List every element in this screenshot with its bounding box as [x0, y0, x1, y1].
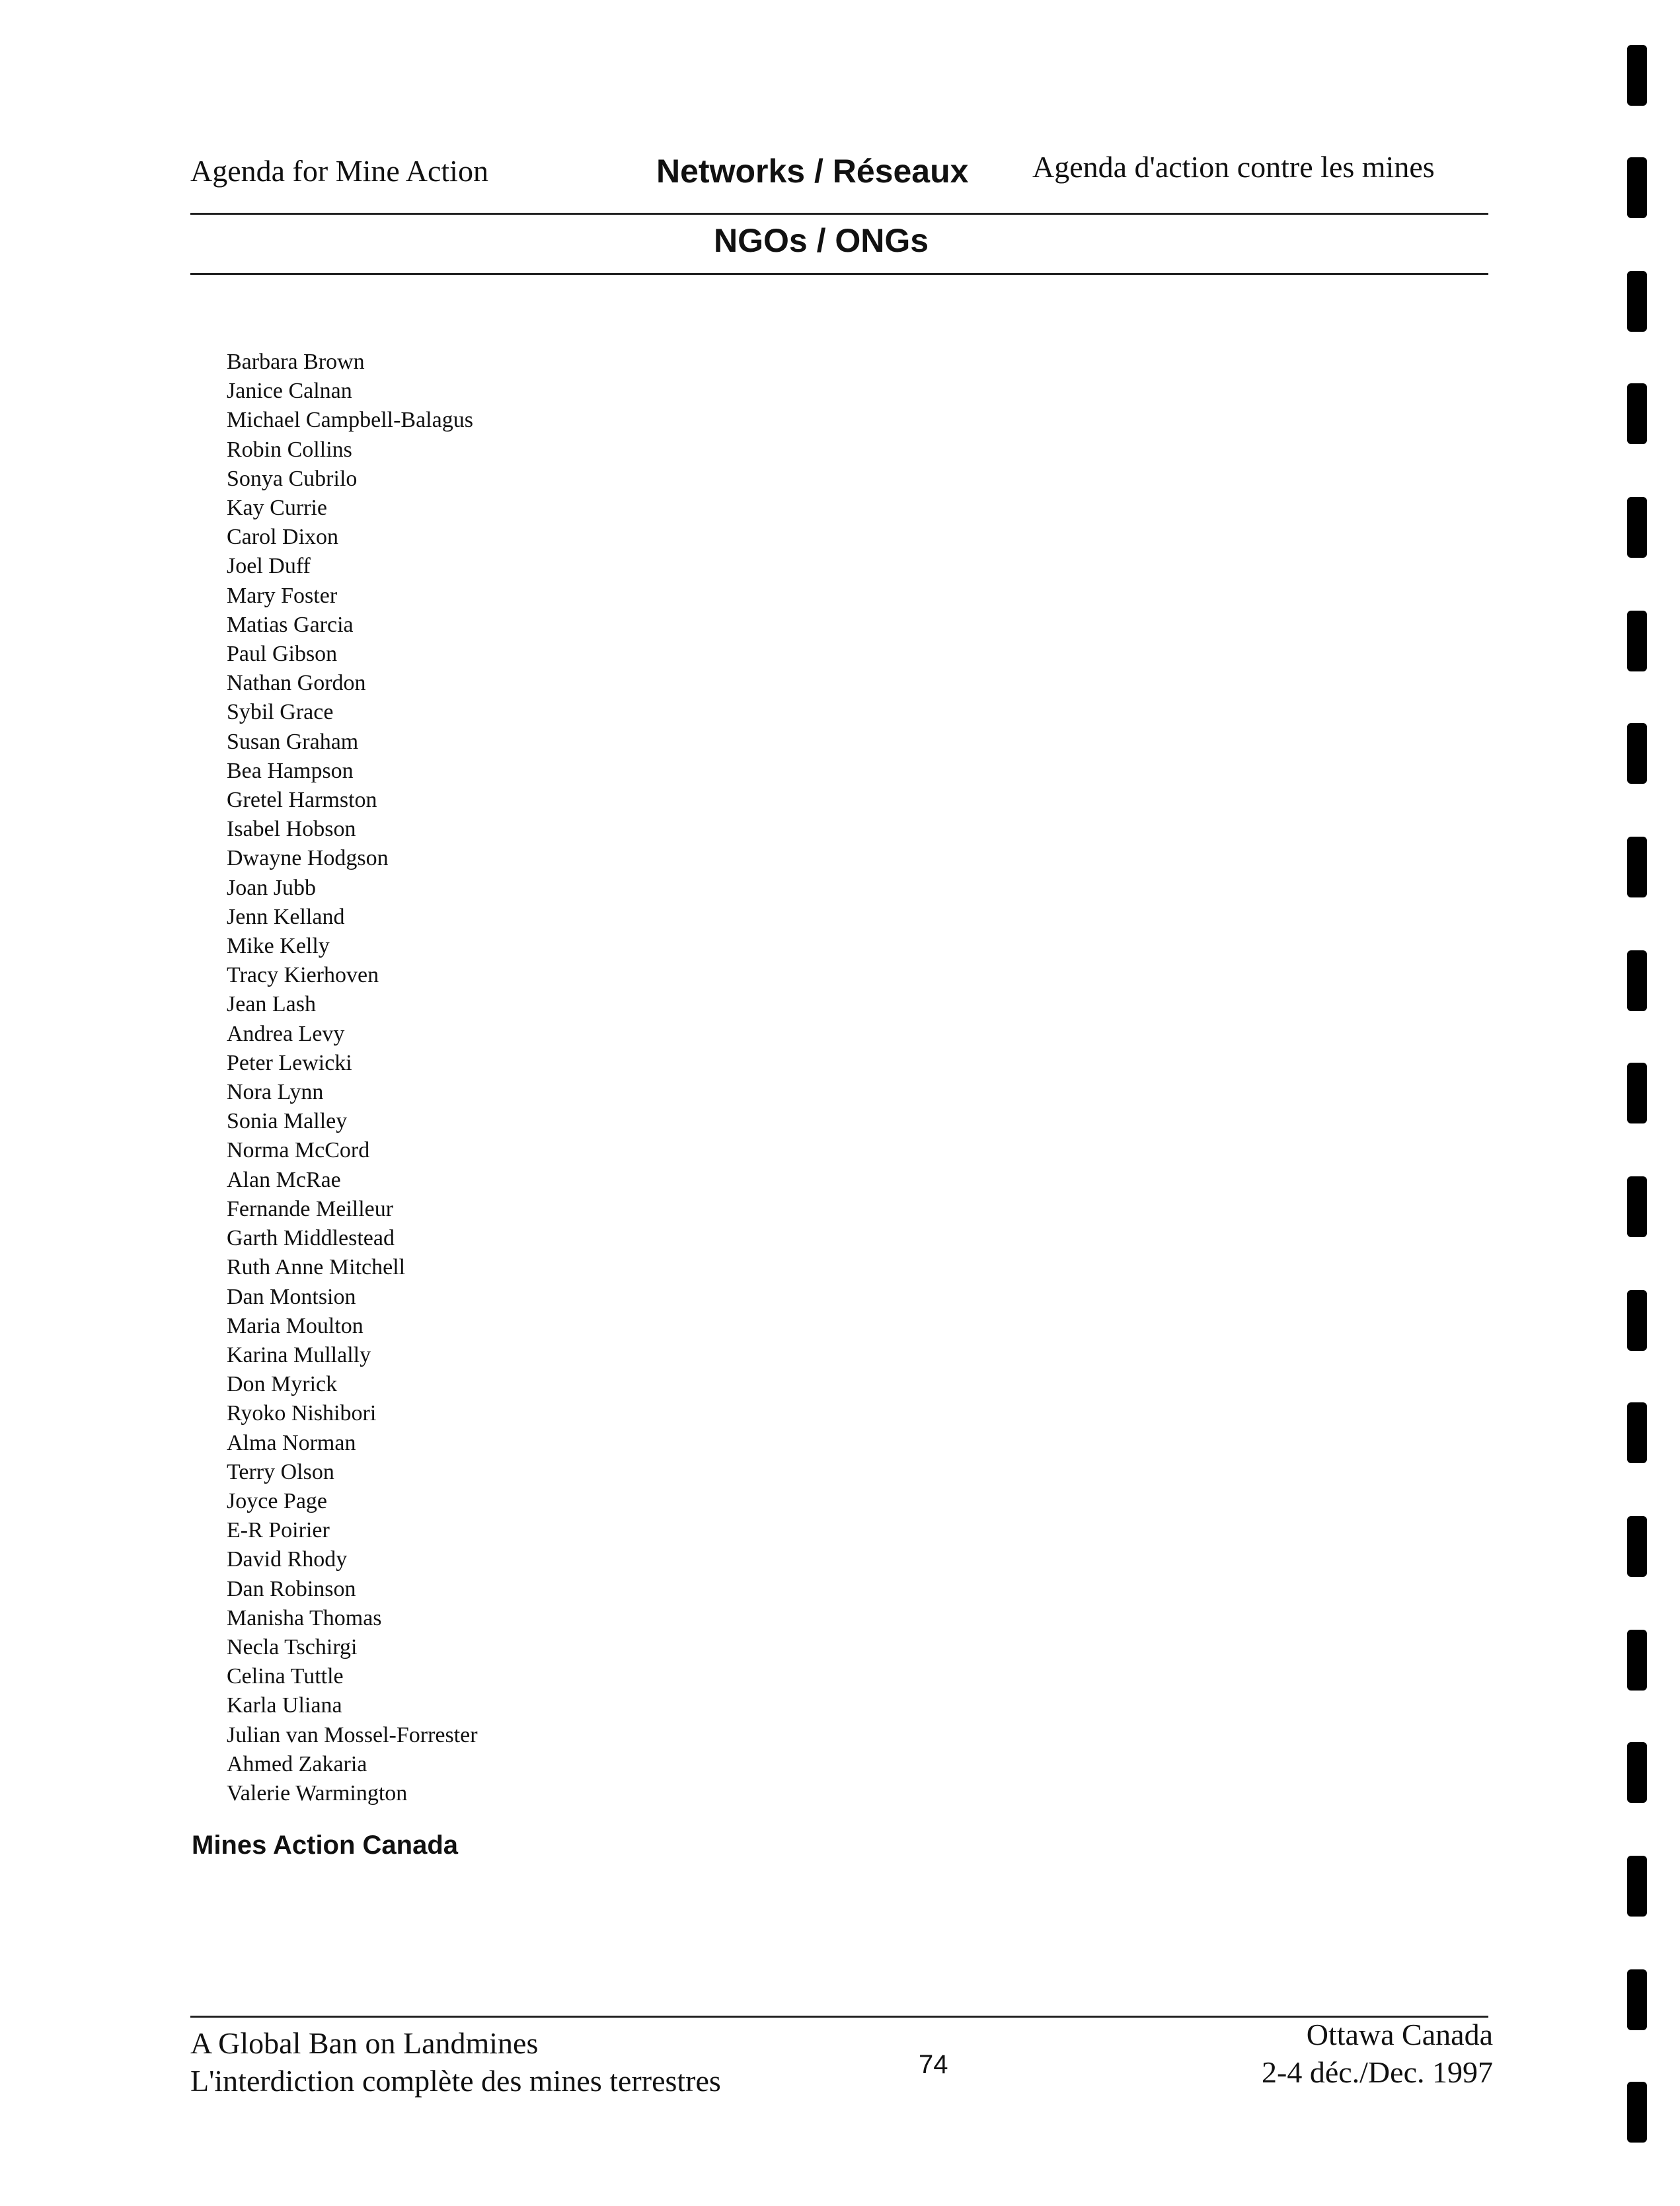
binding-mark [1627, 611, 1647, 671]
name-item: Gretel Harmston [227, 788, 377, 813]
binding-mark [1627, 723, 1647, 784]
binding-mark [1627, 1516, 1647, 1577]
name-item: Don Myrick [227, 1372, 338, 1397]
name-item: Peter Lewicki [227, 1050, 352, 1075]
binding-mark [1627, 1856, 1647, 1917]
name-item: Jean Lash [227, 992, 317, 1017]
name-item: Matias Garcia [227, 612, 354, 637]
name-item: Isabel Hobson [227, 817, 356, 842]
name-item: Ruth Anne Mitchell [227, 1255, 406, 1280]
name-item: Dwayne Hodgson [227, 846, 389, 871]
name-item: Necla Tschirgi [227, 1634, 358, 1659]
binding-mark [1627, 1402, 1647, 1463]
footer-left [190, 2024, 721, 2100]
name-item: Nora Lynn [227, 1080, 324, 1105]
name-item: Dan Montsion [227, 1284, 356, 1309]
binding-mark [1627, 157, 1647, 218]
name-item: Paul Gibson [227, 642, 338, 667]
name-item: Karina Mullally [227, 1342, 371, 1367]
name-item: Barbara Brown [227, 350, 365, 374]
name-item: Robin Collins [227, 437, 352, 462]
binding-mark [1627, 45, 1647, 106]
name-item: Sybil Grace [227, 700, 334, 725]
name-item: Susan Graham [227, 729, 359, 754]
name-item: Ahmed Zakaria [227, 1751, 367, 1776]
name-item: Ryoko Nishibori [227, 1401, 377, 1426]
name-item: E-R Poirier [227, 1518, 330, 1543]
name-item: Michael Campbell-Balagus [227, 408, 473, 433]
names-list [227, 348, 478, 1808]
header-left-title: Agenda for Mine Action [190, 154, 488, 188]
name-item: Sonia Malley [227, 1109, 348, 1134]
binding-mark [1627, 1969, 1647, 2030]
organization-name: Mines Action Canada [192, 1831, 459, 1860]
name-item: Alma Norman [227, 1430, 356, 1455]
name-item: Nathan Gordon [227, 671, 366, 696]
name-item: Maria Moulton [227, 1313, 363, 1338]
binding-mark [1627, 497, 1647, 558]
name-item: Garth Middlestead [227, 1226, 395, 1251]
name-item: Norma McCord [227, 1138, 370, 1163]
binding-mark [1627, 383, 1647, 444]
binding-mark [1627, 271, 1647, 332]
binding-mark [1627, 1063, 1647, 1123]
name-item: Dan Robinson [227, 1576, 356, 1601]
name-item: Manisha Thomas [227, 1605, 382, 1630]
footer-right-line2: 2-4 déc./Dec. 1997 [1262, 2055, 1493, 2089]
header-center-title: Networks / Réseaux [656, 153, 969, 190]
name-item: Carol Dixon [227, 525, 339, 550]
name-item: Fernande Meilleur [227, 1196, 394, 1221]
name-item: Joan Jubb [227, 875, 317, 900]
name-item: Tracy Kierhoven [227, 963, 379, 988]
binding-mark [1627, 1290, 1647, 1351]
name-item: Joyce Page [227, 1488, 328, 1513]
name-item: Jenn Kelland [227, 904, 345, 929]
footer-left-line1: A Global Ban on Landmines [190, 2026, 539, 2060]
name-item: Mike Kelly [227, 934, 330, 959]
footer-right [1262, 2016, 1493, 2091]
header-right-title: Agenda d'action contre les mines [1032, 150, 1435, 184]
binding-mark [1627, 837, 1647, 897]
binding-mark [1627, 1630, 1647, 1691]
binding-mark [1627, 2082, 1647, 2143]
binding-mark [1627, 950, 1647, 1011]
name-item: Bea Hampson [227, 758, 354, 783]
header-rule-top [190, 213, 1488, 215]
page-number: 74 [919, 2050, 948, 2079]
name-item: Karla Uliana [227, 1693, 342, 1718]
section-title: NGOs / ONGs [714, 222, 929, 259]
name-item: Janice Calnan [227, 379, 352, 404]
name-item: Celina Tuttle [227, 1664, 344, 1689]
name-item: Terry Olson [227, 1459, 334, 1484]
name-item: Julian van Mossel-Forrester [227, 1722, 478, 1747]
name-item: Valerie Warmington [227, 1780, 408, 1806]
name-item: Joel Duff [227, 554, 311, 579]
footer-right-line1: Ottawa Canada [1306, 2018, 1493, 2051]
name-item: Kay Currie [227, 496, 328, 521]
name-item: Sonya Cubrilo [227, 466, 358, 491]
name-item: David Rhody [227, 1547, 348, 1572]
footer-left-line2: L'interdiction complète des mines terrestres [190, 2064, 721, 2098]
name-item: Alan McRae [227, 1167, 341, 1192]
name-item: Mary Foster [227, 583, 338, 608]
header-rule-bottom [190, 273, 1488, 275]
binding-mark [1627, 1176, 1647, 1237]
binding-mark [1627, 1742, 1647, 1803]
name-item: Andrea Levy [227, 1021, 345, 1046]
